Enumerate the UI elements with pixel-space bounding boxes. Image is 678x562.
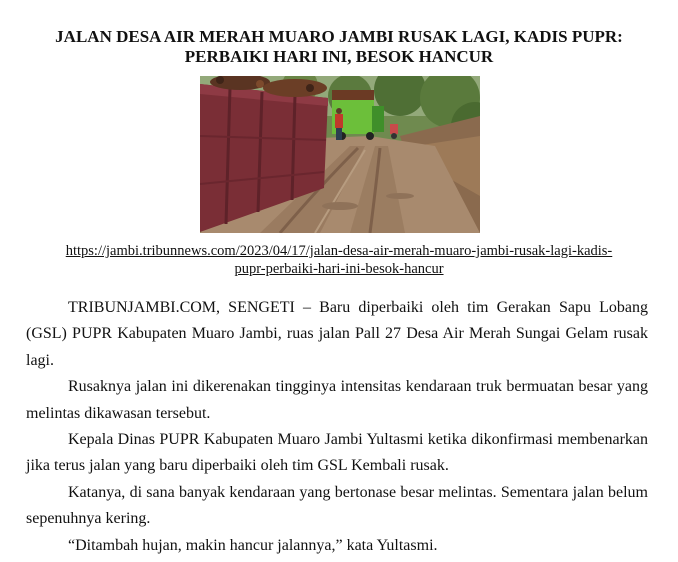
source-url-line-2: pupr-perbaiki-hari-ini-besok-hancur: [234, 261, 444, 277]
paragraph-3: Kepala Dinas PUPR Kabupaten Muaro Jambi Yultasmi ketika dikonfirmasi membenarkan jika terus jalan yang baru diperbaiki oleh tim GSL Kembali rusak.: [26, 431, 648, 475]
article-title-line-2: PERBAIKI HARI INI, BESOK HANCUR: [184, 47, 494, 66]
source-url-link[interactable]: [66, 243, 613, 277]
paragraph-1: TRIBUNJAMBI.COM, SENGETI – Baru diperbaiki oleh tim Gerakan Sapu Lobang (GSL) PUPR Kabupaten Muaro Jambi, ruas jalan Pall 27 Desa Air Merah Sungai Gelam rusak lagi.: [26, 299, 648, 369]
source-url: [20, 242, 658, 278]
paragraph-5: “Ditambah hujan, makin hancur jalannya,” kata Yultasmi.: [68, 536, 438, 554]
article-title-line-1: JALAN DESA AIR MERAH MUARO JAMBI RUSAK LAGI, KADIS PUPR:: [55, 27, 623, 46]
muddy-road-photo: [200, 76, 480, 233]
paragraph-2: Rusaknya jalan ini dikerenakan tingginya intensitas kendaraan truk bermuatan besar yang melintas dikawasan tersebut.: [26, 378, 648, 422]
paragraph-4: Katanya, di sana banyak kendaraan yang bertonase besar melintas. Sementara jalan belum sepenuhnya kering.: [26, 483, 648, 528]
article-body: [26, 295, 648, 559]
source-url-line-1: https://jambi.tribunnews.com/2023/04/17/jalan-desa-air-merah-muaro-jambi-rusak-lagi-kadis-: [65, 243, 613, 259]
article-title: [20, 27, 658, 67]
